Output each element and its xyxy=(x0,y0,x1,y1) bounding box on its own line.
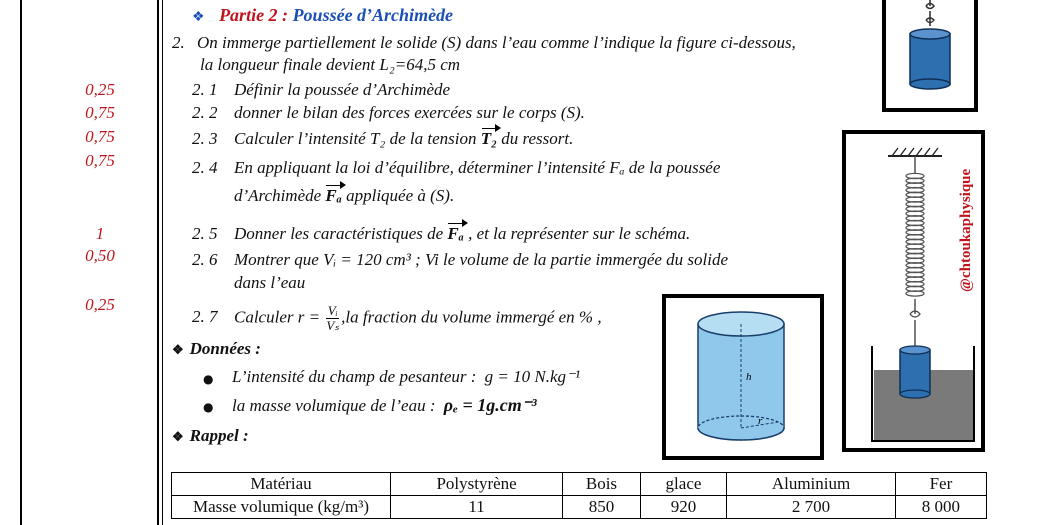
item-text: Calculer l’intensité T₂ de la tension xyxy=(234,129,481,148)
table-cell: 11 xyxy=(391,496,563,519)
diamond-icon: ❖ xyxy=(192,10,205,25)
question-2-text1: On immerge partiellement le solide (S) dans l’eau comme l’indique la figure ci-dessous, xyxy=(197,33,796,52)
table-cell: 850 xyxy=(563,496,641,519)
figure-hanging-solid xyxy=(882,0,978,112)
item-text-end: ,la fraction du volume immergé en % , xyxy=(341,307,602,327)
item-number: 2. 3 xyxy=(192,129,218,148)
item-2-4 xyxy=(192,158,720,178)
item-2-4-continued xyxy=(234,186,454,206)
donnees-title: Données : xyxy=(189,339,261,358)
item-number: 2. 1 xyxy=(192,80,218,99)
item-number: 2. 7 xyxy=(192,307,218,327)
question-2-text2: la longueur finale devient L₂=64,5 cm xyxy=(200,55,461,74)
table-header-cell: Bois xyxy=(563,473,641,496)
item-text: donner le bilan des forces exercées sur le corps (S). xyxy=(234,103,585,122)
archimedes-vector: Fₐ xyxy=(447,224,464,243)
margin-line-right-2 xyxy=(162,0,163,525)
donnees-water-density xyxy=(232,395,537,416)
part-label: Partie 2 : xyxy=(219,5,289,25)
table-header-cell: Aluminium xyxy=(727,473,896,496)
score-2-5: 1 xyxy=(95,224,105,243)
donnees-gravity xyxy=(232,367,580,387)
water-density-label: la masse volumique de l’eau : xyxy=(232,396,436,415)
item-text-end: du ressort. xyxy=(497,129,574,148)
question-2-number: 2. xyxy=(172,33,185,52)
diamond-icon: ❖ xyxy=(172,429,184,444)
item-text-end: appliquée à (S). xyxy=(341,186,455,205)
part-header xyxy=(192,5,453,26)
diamond-icon: ❖ xyxy=(172,342,184,357)
item-2-2 xyxy=(192,103,585,123)
watermark: @chtoukaphysique xyxy=(958,168,974,292)
score-2-1: 0,25 xyxy=(85,80,115,99)
table-cell: 2 700 xyxy=(727,496,896,519)
item-text: Donner les caractéristiques de xyxy=(234,224,448,243)
cylinder-h-label: h xyxy=(746,371,752,383)
score-2-7: 0,25 xyxy=(85,295,115,314)
item-text: d’Archimède xyxy=(234,186,326,205)
item-2-6-continued: dans l’eau xyxy=(234,273,306,292)
fraction xyxy=(326,304,339,333)
rappel-title: Rappel : xyxy=(189,426,249,445)
donnees-heading xyxy=(172,339,261,359)
item-2-5 xyxy=(192,224,690,244)
table-header-row xyxy=(172,473,987,496)
spring xyxy=(906,173,924,296)
fraction-denominator: Vₛ xyxy=(326,318,340,333)
table-header-cell: Fer xyxy=(895,473,986,496)
item-text-end: , et la représenter sur le schéma. xyxy=(463,224,691,243)
table-row xyxy=(172,496,987,519)
table-header-cell: glace xyxy=(640,473,727,496)
item-text: En appliquant la loi d’équilibre, déterminer l’intensité Fₐ de la poussée xyxy=(234,158,721,177)
figure-cylinder xyxy=(662,294,824,460)
gravity-label: L’intensité du champ de pesanteur : xyxy=(232,367,477,386)
gravity-value: g = 10 N.kg⁻¹ xyxy=(484,367,581,386)
margin-line-left xyxy=(20,0,22,525)
item-number: 2. 2 xyxy=(192,103,218,122)
table-header-cell: Matériau xyxy=(172,473,391,496)
item-text: Définir la poussée d’Archimède xyxy=(234,80,451,99)
tension-vector: T₂ xyxy=(480,129,498,148)
question-2-line1 xyxy=(172,33,796,53)
item-number: 2. 6 xyxy=(192,250,218,269)
margin-line-right xyxy=(157,0,159,525)
item-text: Montrer que Vᵢ = 120 cm³ ; Vi le volume de la partie immergée du solide xyxy=(234,250,729,269)
fraction-numerator: Vᵢ xyxy=(327,303,338,318)
table-row-label: Masse volumique (kg/m³) xyxy=(172,496,391,519)
item-number: 2. 4 xyxy=(192,158,218,177)
bullet-icon: ● xyxy=(203,372,214,386)
score-2-3: 0,75 xyxy=(85,127,115,146)
item-2-7 xyxy=(192,304,602,333)
table-cell: 920 xyxy=(640,496,727,519)
table-cell: 8 000 xyxy=(895,496,986,519)
hanging-solid-drawing xyxy=(886,0,974,108)
item-text: Calculer r = xyxy=(234,307,321,327)
rappel-heading xyxy=(172,426,249,446)
item-2-1 xyxy=(192,80,450,100)
table-header-cell: Polystyrène xyxy=(391,473,563,496)
bullet-icon: ● xyxy=(203,400,214,414)
water-density-value: ρₑ = 1g.cm⁻³ xyxy=(443,395,537,415)
score-2-6: 0,50 xyxy=(85,246,115,265)
item-number: 2. 5 xyxy=(192,224,218,243)
score-2-4: 0,75 xyxy=(85,151,115,170)
part-title: Poussée d’Archimède xyxy=(292,5,454,25)
archimedes-vector: Fₐ xyxy=(325,186,342,205)
cylinder-drawing xyxy=(666,298,820,456)
density-table xyxy=(171,472,987,519)
item-2-3 xyxy=(192,129,573,149)
cylinder-r-label: r xyxy=(758,415,763,427)
item-2-6 xyxy=(192,250,728,270)
score-2-2: 0,75 xyxy=(85,103,115,122)
